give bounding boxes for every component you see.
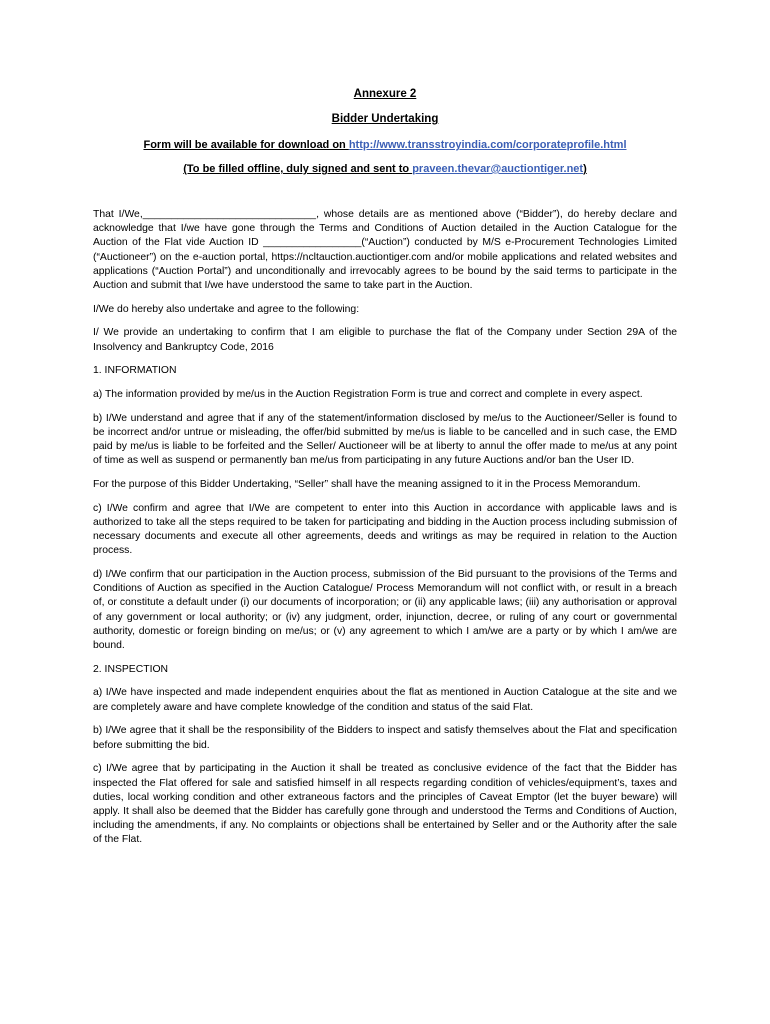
undertake-paragraph: I/We do hereby also undertake and agree to the following: xyxy=(93,303,360,315)
inspection-clause-a: a) I/We have inspected and made independent enquiries about the flat as mentioned in Auction Catalogue at the site and we are completely aware and have complete knowledge of the condition and status of the said Flat. xyxy=(93,687,677,713)
submission-line xyxy=(0,163,770,175)
information-clause-b: b) I/We understand and agree that if any of the statement/information disclosed by me/us to the Auctioneer/Seller is found to be incorrect and/or untrue or misleading, the offer/bid submitted by me/us is liable to be cancelled and in such case, the EMD paid by me/us is liable to be forfeited and the Seller/ Auctioneer will be at liberty to annul the offer made to me/us at any point of time as well as suspend or permanently ban me/us from participating in any future Auctions and/or ban the User ID. xyxy=(93,412,677,467)
submission-prefix: (To be filled offline, duly signed and sent to xyxy=(183,163,413,175)
document-body xyxy=(93,208,677,857)
inspection-clause-c: c) I/We agree that by participating in the Auction it shall be treated as conclusive evidence of the fact that the Bidder has inspected the Flat offered for sale and satisfied himself in all respects regarding condition of vehicles/equipment’s, taxes and duties, local working condition and other extraneous factors and the principles of Caveat Emptor (let the buyer beware) will apply. It shall also be deemed that the Bidder has carefully gone through and understood the Terms and Conditions of Auction, including the amendments, if any. No complaints or objections shall be entertained by Seller and or the Authority after the sale of the Flat. xyxy=(93,763,677,846)
information-clause-d: d) I/We confirm that our participation in the Auction process, submission of the Bid pursuant to the provisions of the Terms and Conditions of Auction as specified in the Auction Catalogue/ Process Memorandum will not conflict with, or result in a breach of, or constitute a default under (i) our documents of incorporation; or (ii) any applicable laws; (iii) any authorisation or approval of any government or local authority; or (iv) any judgment, order, injunction, decree, or ruling of any court or governmental authority, domestic or foreign binding on me/us; or (v) any agreement to which I am/we are a party or by which I am/we are bound. xyxy=(93,569,677,652)
email-link[interactable]: praveen.thevar@auctiontiger.net xyxy=(412,163,584,175)
section-heading-inspection: 2. INSPECTION xyxy=(93,663,169,675)
information-clause-a: a) The information provided by me/us in the Auction Registration Form is true and correct and complete in every aspect. xyxy=(93,389,643,401)
download-line xyxy=(0,139,770,151)
download-link[interactable]: http://www.transstroyindia.com/corporateprofile.html xyxy=(348,139,627,151)
inspection-clause-b: b) I/We agree that it shall be the responsibility of the Bidders to inspect and satisfy themselves about the Flat and specification before submitting the bid. xyxy=(93,725,677,751)
eligibility-paragraph: I/ We provide an undertaking to confirm that I am eligible to purchase the flat of the Company under Section 29A of the Insolvency and Bankruptcy Code, 2016 xyxy=(93,327,677,353)
submission-suffix: ) xyxy=(583,163,587,175)
page-title: Bidder Undertaking xyxy=(331,113,439,125)
section-heading-information: 1. INFORMATION xyxy=(93,365,177,377)
download-prefix: Form will be available for download on xyxy=(143,139,349,151)
annexure-label: Annexure 2 xyxy=(353,88,417,100)
declaration-paragraph: That I/We,______________________________, whose details are as mentioned above (“Bidder”), do hereby declare and acknowledge that I/we have gone through the Terms and Conditions of Auction detailed in the Auction Catalogue for the Auction of the Flat vide Auction ID _________________(“Auction”) conducted by M/S e-Procurement Technologies Limited (“Auctioneer”) on the e-auction portal, https://ncltauction.auctiontiger.com and/or mobile applications and related websites and applications (“Auction Portal”) and unconditionally and irrevocably agrees to be bound by the said terms to participate in the Auction and submit that I/we have understood the same to take part in the Auction. xyxy=(93,209,677,292)
seller-definition-paragraph: For the purpose of this Bidder Undertaking, “Seller” shall have the meaning assigned to it in the Process Memorandum. xyxy=(93,479,641,491)
information-clause-c: c) I/We confirm and agree that I/We are competent to enter into this Auction in accordance with applicable laws and is authorized to take all the steps required to be taken for participating and bidding in the Auction process including submission of necessary documents and execute all other agreements, deeds and writings as may be required in relation to the Auction process. xyxy=(93,502,677,557)
